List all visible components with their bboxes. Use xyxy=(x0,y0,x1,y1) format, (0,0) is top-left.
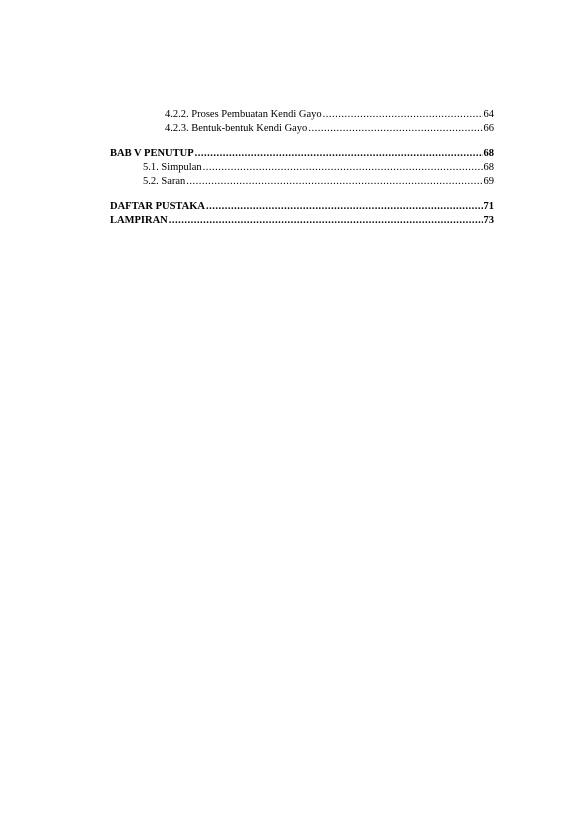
toc-entry-daftar-pustaka xyxy=(110,200,494,214)
toc-entry-bab-v xyxy=(110,147,494,161)
dot-leader xyxy=(323,108,483,122)
toc-entry-page: 71 xyxy=(483,201,494,212)
dot-leader xyxy=(203,161,483,175)
toc-entry-page: 73 xyxy=(483,215,494,226)
toc-entry-page: 69 xyxy=(483,176,494,187)
toc-entry-page: 66 xyxy=(483,123,494,134)
spacer xyxy=(110,136,494,147)
toc-entry-4-2-2 xyxy=(110,108,494,122)
toc-entry-page: 68 xyxy=(483,162,494,173)
toc-entry-label: 4.2.3. Bentuk-bentuk Kendi Gayo xyxy=(165,123,308,134)
toc-entry-label: 4.2.2. Proses Pembuatan Kendi Gayo xyxy=(165,109,322,120)
toc-entry-label: DAFTAR PUSTAKA xyxy=(110,201,205,212)
toc-entry-lampiran xyxy=(110,214,494,228)
toc-entry-label: 5.2. Saran xyxy=(143,176,186,187)
dot-leader xyxy=(195,147,483,161)
toc-entry-4-2-3 xyxy=(110,122,494,136)
toc-entry-5-2 xyxy=(110,175,494,189)
toc-entry-label: BAB V PENUTUP xyxy=(110,148,194,159)
table-of-contents xyxy=(110,108,494,228)
toc-entry-label: 5.1. Simpulan xyxy=(143,162,202,173)
dot-leader xyxy=(308,122,482,136)
toc-entry-page: 64 xyxy=(483,109,494,120)
toc-entry-5-1 xyxy=(110,161,494,175)
toc-entry-label: LAMPIRAN xyxy=(110,215,168,226)
dot-leader xyxy=(186,175,482,189)
dot-leader xyxy=(206,200,483,214)
spacer xyxy=(110,189,494,200)
toc-entry-page: 68 xyxy=(483,148,494,159)
dot-leader xyxy=(169,214,483,228)
